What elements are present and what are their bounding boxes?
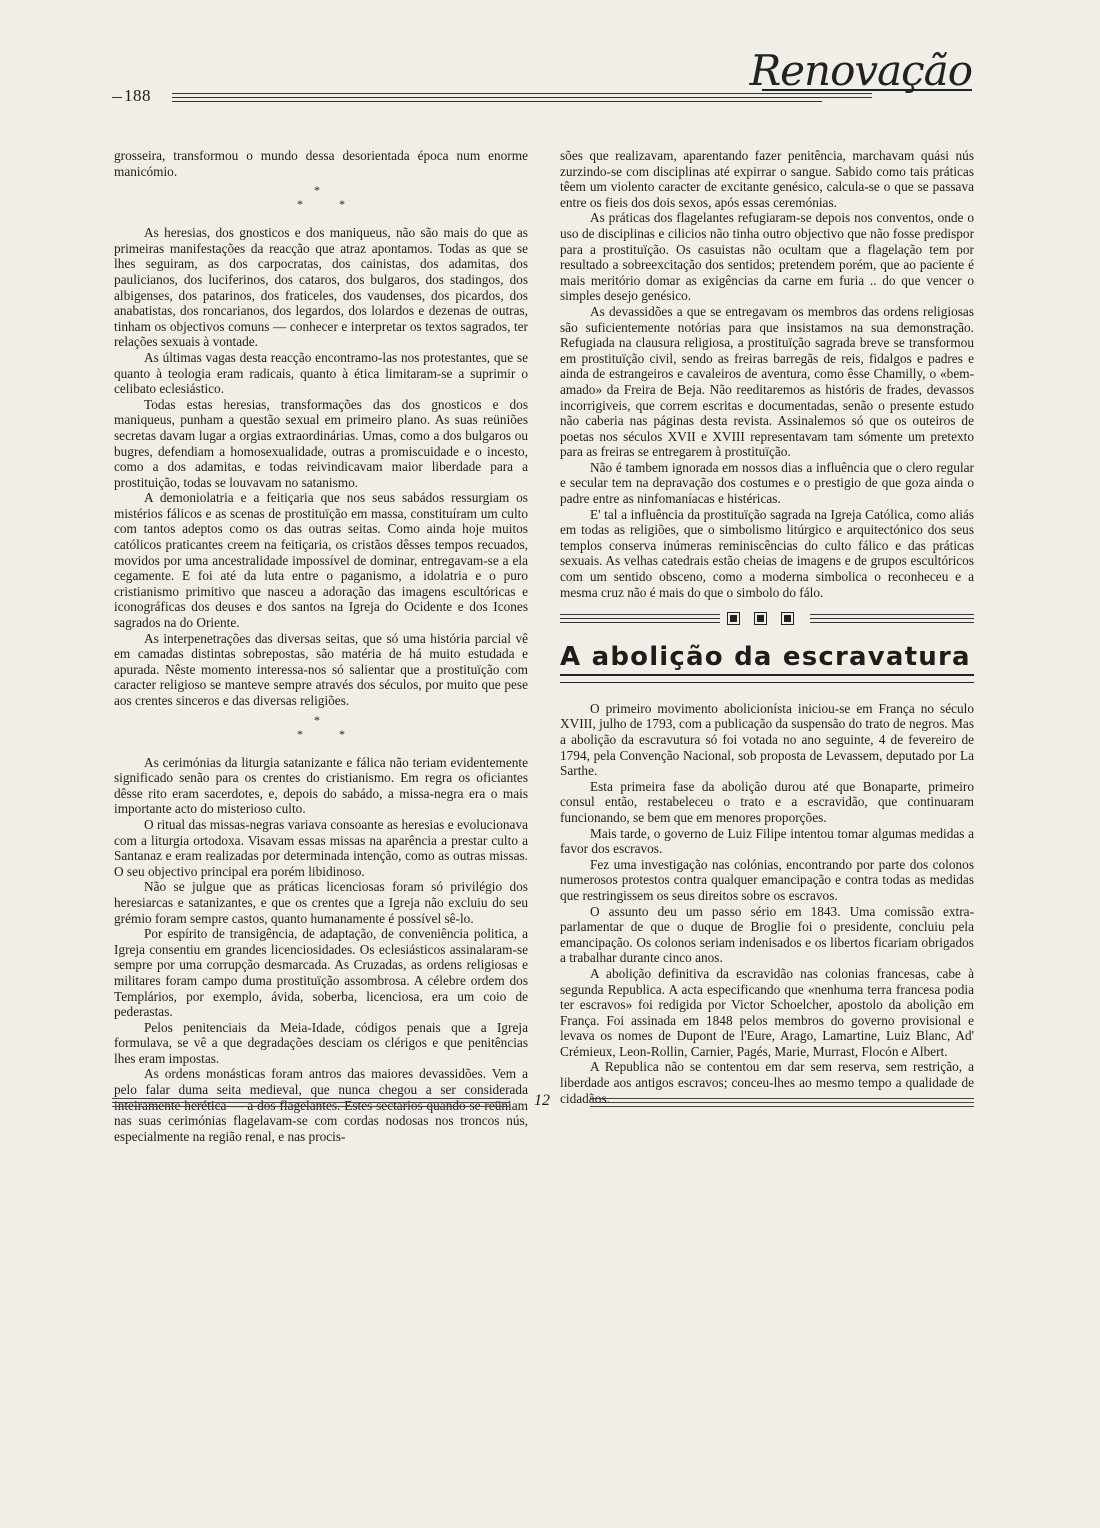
paragraph: Não se julgue que as práticas licenciosas foram só privilégio dos heresiarcas e satanizantes, e que os crentes que a Igreja não excluiu do seu grémio foram sempre castos, quanto humanamente é possível sê-lo. — [114, 879, 528, 926]
right-column — [560, 148, 974, 1106]
paragraph: Não é tambem ignorada em nossos dias a influência que o clero regular e secular tem na depravação dos costumes e o prestigio de que goza ainda o padre entre as ninfomaníacas e histéricas. — [560, 459, 974, 507]
folio-number: 12 — [534, 1092, 550, 1109]
header-rule — [172, 101, 822, 102]
ornament-box — [781, 612, 794, 625]
paragraph: Por espírito de transigência, de adaptação, de conveniência politica, a Igreja consentiu em grandes licenciosidades. Os eclesiásticos assinalaram-se sempre por uma corrupção desmarcada. As Cruzadas, as ordens religiosas e militares foram campo duma prostituïção assombrosa. A célebre ordem dos Templários, por exemplo, ávida, soberba, licenciosa, era um coio de pederastas. — [114, 926, 528, 1020]
paragraph: A demoniolatria e a feitiçaria que nos seus sabádos ressurgiam os mistérios fálicos e as scenas de prostituïção em massa, constituíram um culto com tantos adeptos como os das outras seitas. Como ainda hoje muitos católicos praticantes creem na feitiçaria, os cristãos dêsses tempos recuados, movidos por uma ancestralidade impossível de dominar, entregavam-se a ela cegamente. E foi até da luta entre o paganismo, a idolatria e o puro cristianismo primitivo que nasceu a adoração das imagens escultóricas e iconográficas dos deuses e dos santos na Igreja do Ocidente e dos Icones sagrados na do Oriente. — [114, 490, 528, 631]
paragraph: Pelos penitenciais da Meia-Idade, códigos penais que a Igreja formulava, se vê a que degradações desciam os clérigos e que penitências lhes eram impostas. — [114, 1019, 528, 1066]
paragraph: As heresias, dos gnosticos e dos maniqueus, não são mais do que as primeiras manifestações da reacção que atraz apontamos. Todas as que se lhes seguiram, as dos carpocratas, dos cainistas, dos adamitas, dos paulicianos, dos luciferinos, dos cataros, dos bulgaros, dos stadingos, dos albigenses, dos patarinos, dos fraticeles, dos vaudenses, dos picardos, dos anabatistas, dos roncarianos, dos legardos, dos lolardos e dezenas de outras, tinham os objectivos comuns — conhecer e interpretar os textos sagrados, ter relações sexuais à vontade. — [114, 225, 528, 350]
journal-title — [750, 46, 972, 95]
paragraph: Todas estas heresias, transformações das dos gnosticos e dos maniqueus, punham a questão sexual em primeiro plano. As suas reüniões secretas davam lugar a orgias extraordinárias. Umas, como a dos bulgaros ou bugres, defendiam a homosexualidade, outras a promiscuidade e o incesto, como a dos adamitas, e todas reivindicavam maior liberdade para a prostituição, todas se louvavam no satanismo. — [114, 396, 528, 490]
paragraph: As devassidões a que se entregavam os membros das ordens religiosas são suficientemente notórias para que insistamos na sua demonstração. Refugiada na clausura religiosa, a prostituïção sagrada breve se transformou em prostituïção civil, sendo as freiras barregãs de reis, fidalgos e padres e ainda de estrangeiros e cavaleiros de aventura, como êsse Chamilly, o «bem-amado» da Freira de Beja. Não reeditaremos as históris de frades, devassos incorrigiveis, que correm escritas e documentadas, senão o presente estudo não caberia nas páginas desta revista. Assinalemos só que os outeiros de poetas nos séculos XVII e XVIII representavam tam sómente um pretexto para as freiras se entregarem à prostituïção. — [560, 303, 974, 460]
section-break-asterism: * * * — [297, 712, 345, 741]
ornament-boxes — [727, 612, 794, 625]
title-rule — [560, 674, 974, 676]
paragraph: As ordens monásticas foram antros das maiores devassidões. Vem a pelo falar duma seita medieval, que nunca chegou a ser considerada inteiramente herética — a dos flagelantes. Estes sectarios quando se reüniam nas suas cerimónias flagelavam-se com cordas nodosas nos troncos nús, especialmente na região renal, e nas procis- — [114, 1066, 528, 1144]
ornament-box — [754, 612, 767, 625]
header-dash — [112, 97, 122, 98]
paragraph: As cerimónias da liturgia satanizante e fálica não teriam evidentemente significado senão para os crentes do cristianismo. Em regra os oficiantes dêsse rito eram sacerdotes, e, depois do sabádo, a missa-negra era o mais importante acto do misterioso culto. — [114, 754, 528, 817]
title-rule — [560, 682, 974, 683]
header-rule — [172, 97, 872, 98]
article-title: A abolição da escravatura — [560, 642, 971, 673]
paragraph: E' tal a influência da prostituïção sagrada na Igreja Católica, como aliás em todas as religiões, que o simbolismo litúrgico e arquitectónico dos seus templos conserva inúmeras reminiscências do culto fálico e das práticas sexuais. As velhas catedrais estão cheias de imagens e de grupos escultóricos com um sentido obsceno, como a moderna simbolica o reconheceu e a mesma cruz não é mais do que o simbolo do fálo. — [560, 506, 974, 600]
section-break-asterism: * * * — [297, 183, 345, 212]
paragraph: Mais tarde, o governo de Luiz Filipe intentou tomar algumas medidas a favor dos escravos. — [560, 825, 974, 857]
page-header — [112, 46, 972, 106]
paragraph: O ritual das missas-negras variava consoante as heresias e evolucionava com a liturgia ortodoxa. Visavam essas missas na aparência a prestar culto a Santanaz e eram realizadas por determinada intenção, como as outras missas. O seu objectivo principal era porém libidinoso. — [114, 816, 528, 879]
paragraph: O primeiro movimento abolicionísta iniciou-se em França no século XVIII, julho de 1793, com a publicação da suspensão do trato de negros. Mas a abolição da escravutura só foi votada no ano seguinte, 4 de fevereiro de 1794, pela Convenção Nacional, sob proposta de Levassem, deputado por La Sarthe. — [560, 700, 974, 779]
ornamental-separator — [560, 610, 974, 646]
left-column — [114, 148, 528, 1144]
paragraph: A abolição definitiva da escravidão nas colonias francesas, cabe à segunda Republica. A acta especificando que «nenhuma terra francesa podia ter escravos» foi redigida por Victor Schoelcher, apostolo da abolição em França. Foi assinada em 1848 pelos membros do governo provisional e levava os nomes de Dupont de l'Eure, Arago, Lamartine, Luiz Blanc, Ad' Crémieux, Leon-Rollin, Carnier, Pagés, Marie, Murrast, Flocón e Albert. — [560, 965, 974, 1059]
paragraph: As interpenetrações das diversas seitas, que só uma história parcial vê em camadas distintas sobrepostas, são matéria de há muito estudada e apurada. Nêste momento interessa-nos só salientar que a prostituïção com caracter religioso se manteve sempre através dos séculos, por muito que pese aos crentes sinceros e das diversas religiões. — [114, 630, 528, 708]
paragraph: As últimas vagas desta reacção encontramo-las nos protestantes, que se quanto à teologia eram radicais, quanto à ética limitaram-se a suprimir o celibato eclesiástico. — [114, 349, 528, 397]
paragraph: sões que realizavam, aparentando fazer penitência, marchavam quási nús zurzindo-se com disciplinas até expirrar o sangue. Sabido como tais práticas têem um violento caracter de excitante genésico, calcula-se o que se passava entre os fieis dos dois sexos, após essas ceremónias. — [560, 148, 974, 210]
journal-title-underline — [762, 89, 972, 91]
page-footer — [112, 1094, 974, 1124]
page-number: 188 — [124, 86, 151, 105]
journal-title-text: Renovação — [749, 46, 972, 95]
paragraph: A Republica não se contentou em dar sem reserva, sem restrição, a liberdade aos antigos escravos; conceu-lhes ao mesmo tempo a qualidade de cidadãos. — [560, 1059, 974, 1106]
paragraph: Esta primeira fase da abolição durou até que Bonaparte, primeiro consul então, restabeleceu o trato e a escravidão, que continuaram funcionando, se bem que em menores proporções. — [560, 778, 974, 825]
ornament-box — [727, 612, 740, 625]
paragraph: Fez uma investigação nas colónias, encontrando por parte dos colonos numerosos protestos contra qualquer emancipação e contra todas as medidas que restringissem os seus direitos sobre os escravos. — [560, 856, 974, 903]
paragraph: As práticas dos flagelantes refugiaram-se depois nos conventos, onde o uso de disciplinas e cilicios não tinha outro objectivo que não fosse predispor para a prostituïção. Os casuistas não ocultam que a flagelação tem por resultado a sobreexcitação dos sentidos; pretendem porém, que ao paciente é mais meritório domar as exigências da carne em furia .. do que vencer o simples desejo genésico. — [560, 210, 974, 304]
paragraph: grosseira, transformou o mundo dessa desorientada época num enorme manicómio. — [114, 148, 528, 179]
paragraph: O assunto deu um passo sério em 1843. Uma comissão extra-parlamentar de que o duque de Broglie foi o presidente, concluiu pela emancipação. Os colonos seriam indenisados e os libertos ficariam obrigados a trabalhar durante cinco anos. — [560, 903, 974, 966]
